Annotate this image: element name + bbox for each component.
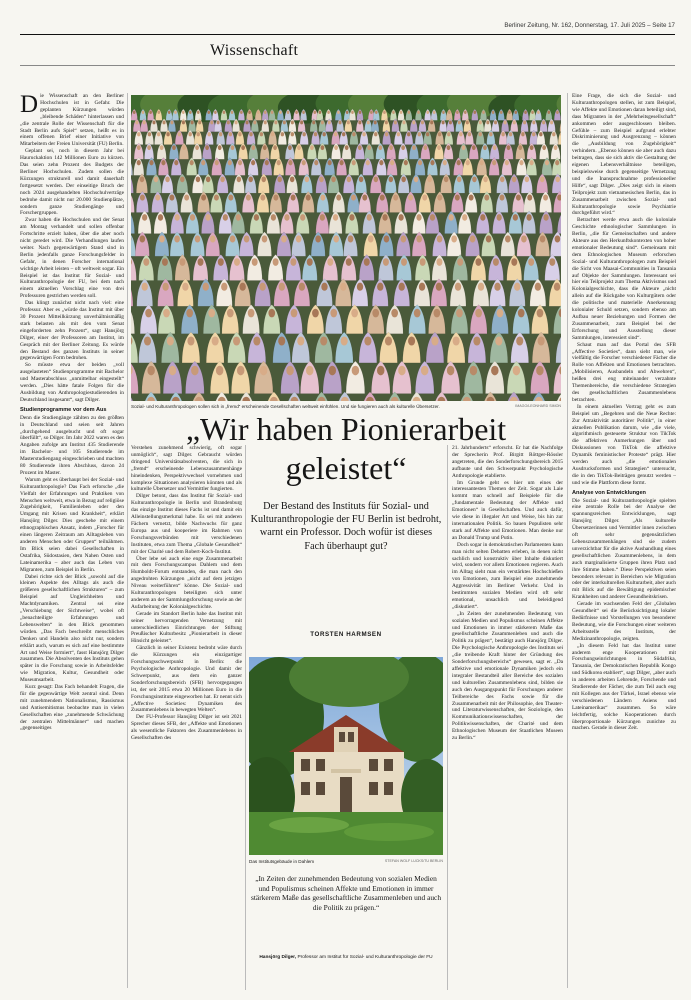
paragraph: So müsste etwa der beiden „voll ausgelasteten“ Studienprogramme mit Bachelor und Masterabschluss „unmittelbar eingestellt“ werden. „Dies hätte fatale Folgen für die Ausbildung von Anthropologiestudierenden in Deutschland insgesamt“, sagt Dilger. [20, 362, 124, 403]
paragraph: Der FU-Professor Hansjörg Dilger ist seit 2021 Sprecher dieses SFB, der „Affekte und Emotionen als wesentliche Faktoren des Zusammenlebens in Gesellschaften des [131, 714, 242, 742]
crowd-illustration [131, 95, 561, 401]
masthead: Berliner Zeitung, Nr. 162, Donnerstag, 17. Juli 2025 – Seite 17 [504, 22, 675, 29]
photo-credit: IMAGO/LEONHARD SIMON [515, 404, 561, 408]
paragraph: „In diesem Feld hat das Institut unter anderem enge Kooperationen mit Forschungseinrichtungen in Südafrika, Tansania, der Demokratischen Republik Kongo und Südkorea etabliert“, sagt Dilger, „aber auch in anderen arbeiten Lehrende, Forschende und Studierende der Fächer, die zum Teil auch eng mit Kollegen aus der Türkei, Israel ebenso wie verschiedenen Ländern Asiens und Lateinamerikas“ zusammen. So wäre leichtfertig, solche Kooperationen durch überproportionale Kürzungen zunichte zu machen. Gerade in dieser Zeit. [572, 642, 676, 732]
column-separator [447, 445, 448, 990]
paragraph: Geplant sei, noch in diesem Jahr bei Hauruckaktion 142 Millionen Euro zu kürzen. Das seien zehn Prozent des Budgets der Berliner Hochschulen. Zudem sollen die Kürzungen strukturell und damit dauerhaft fortgesetzt werden. Der einseitige Bruch der noch 2024 ausgehandelten Hochschulverträge bedrohe damit nicht nur 20.000 Studienplätze, sondern ganze Studiengänge und Forschergruppen. [20, 148, 124, 217]
paragraph: Dilger betont, dass das Institut für Sozial- und Kulturanthropologie in Berlin und Brandenburg das einzige Institut dieses Fachs ist und damit ein Alleinstellungsmerkmal habe. Es sei mit anderen Fächern vernetzt, bilde Nachwuchs für ganz Europa aus und kooperiere im Rahmen von Forschungsverbünden mit verschiedenen Instituten, etwa zum Thema „Globale Gesundheit“ mit der Charité und dem Robert-Koch-Institut. [131, 493, 242, 555]
paragraph: „In Zeiten der zunehmenden Bedeutung von sozialen Medien und Populismus scheinen Affekte und Emotionen in immer stärkerem Maße das gesellschaftliche Zusammenleben und auch die Politik zu prägen“, bestätigt auch Hansjörg Dilger. Die Psychologische Anthropologie des Instituts sei „die treibende Kraft hinter der Gründung des Sonderforschungsbereichs“ gewesen, sagt er. „Da affektive und emotionale Dynamiken jedoch ein integraler Bestandteil aller Bereiche des sozialen und kulturellen Zusammenlebens sind, bilden sie auch den Ausgangspunkt für Forschungen anderer Teilbereiche des Fachs sowie für die Zusammenarbeit mit der Philosophie, den Theater- und Literaturwissenschaften, der Soziologie, den Kommunikationswissenschaften, der Politikwissenschaften, der Charité und dem Ethnologischen Museum der Staatlichen Museen zu Berlin.“ [452, 610, 563, 742]
building-illustration [249, 657, 443, 855]
caption-text: Das Institutsgebäude in Dahlem [249, 859, 315, 864]
subheading: Studienprogramme vor dem Aus [20, 406, 107, 413]
paragraph: Doch sogar in demokratischen Parlamenten kann man nicht selten Debatten erleben, in denen nicht sachlich und konstruktiv über Inhalte diskutiert wird, sondern vor allem Emotionen regieren. Auch im Alltag sieht man ein verstärktes Hochschießen von Emotionen, zum Beispiel eine zunehmende Aggressivität im Berliner Verkehr. Und in bestimmten sozialen Medien wird oft sehr emotional, unsachlich und beleidigend „diskutiert“. [452, 541, 563, 610]
paragraph: 21. Jahrhunderts“ erforscht. Er hat die Nachfolge der Sprecherin Prof. Birgitt Röttger-Rössler angetreten, die den Sonderforschungsbereich 2015 aufbaute und den Schwerpunkt Psychologische Anthropologie etablierte. [452, 445, 563, 479]
article-column-2 [131, 445, 242, 990]
caption-text: Sozial- und Kulturanthropologen sollen sich in „fremd“ erscheinende Gesellschaften weltweit einfühlen. Und sie fungieren auch als kulturelle Übersetzer. [131, 404, 440, 409]
paragraph: Betrachtet werde etwa auch die koloniale Geschichte ethnologischer Sammlungen in Berlin, „die für Gemeinschaften und andere Akteure aus den Herkunftskontexten von hoher emotionaler Bedeutung sind“. Gemeinsam mit dem Ethnologischen Museum erforschen Sozial- und Kulturanthropologen zum Beispiel die Sicht von Maasai-Communities in Tansania auf Objekte der Sammlungen. Interessant sei hier ein Teilprojekt zum Thema Aktivismus und Kolonialgeschichte, dass die Akteure „nicht allein auf die Rückgabe von Kulturgütern oder die politische und materielle Anerkennung kolonialer Schuld setzen, sondern ebenso am Aufbau neuer Beziehungen und Formen der Zusammenarbeit, zum Beispiel bei der Erforschung und Ausstellung dieser Sammlungen, interessiert sind“. [572, 217, 676, 341]
paragraph: Eine Frage, die sich die Sozial- und Kulturanthropologen stellen, ist zum Beispiel, wie Affekte und Emotionen daran beteiligt sind, dass Migranten in der „Mehrheitsgesellschaft“ ankommen oder ausgeschlossen bleiben. Gefühle – zum Beispiel aufgrund erlebter Diskriminierung und Ausgrenzung – können die „Ausbildung von Zugehörigkeit“ verhindern. „Ebenso können sie aber auch dazu beitragen, dass sie sich aktiv die Gestaltung der eigenen Lebensverhältnisse beteiligen, beispielsweise durch gegenseitige Vernetzung und die Inanspruchnahme professioneller Hilfe“, sagt Dilger. „Dies zeigt sich in einem Teilprojekt zum vietnamesischen Berlin, das in Zusammenarbeit zwischen Sozial- und Kulturanthropologie sowie Psychiatrie durchgeführt wird.“ [572, 93, 676, 217]
lead-paragraph [20, 93, 124, 148]
paragraph: Denn die Studiengänge zählten zu den größten in Deutschland und seien seit Jahren „durchgehend ausgebucht und oft sogar überfüllt“, so Dilger. Im Jahr 2022 waren es den Angaben zufolge am Institut 435 Studierende im Bachelor- und 105 Studierende im Masterstudiengang eingeschrieben und machten 80 Studierende ihren Abschluss, davon 24 Prozent im Master. [20, 414, 124, 476]
article-column-4 [452, 445, 563, 990]
column-separator [245, 445, 246, 990]
column-separator [567, 93, 568, 988]
byline: TORSTEN HARMSEN [310, 631, 382, 638]
paragraph: Gänzlich in seiner Existenz bedroht wäre durch die Kürzungen ein einzigartiger Forschungsschwerpunkt in Berlin: die Psychologische Anthropologie. Und damit der Schwerpunkt, aus dem ein ganzer Sonderforschungsbereich (SFB) hervorgegangen ist, der seit 2015 etwa 20 Millionen Euro in die Forschungsinstitute eingeworben hat. Er nennt sich „Affective Societies: Dynamiken des Zusammenlebens in bewegten Welten“. [131, 645, 242, 714]
paragraph: Gerade im wachsenden Feld der „Globalen Gesundheit“ sei die Berücksichtigung lokaler Bedürfnisse und Vorstellungen von besonderer Bedeutung, wie die Forschungen einer weiteren Arbeitsstelle des Instituts, der Medizinanthropologie, zeigten. [572, 601, 676, 642]
quote-role: Professor am Institut für Sozial- und Kulturanthropologie der FU [297, 955, 433, 960]
paragraph: Schaut man auf das Portal des SFB „Affective Societies“, dann sieht man, wie vielfältig die Forscher verschiedener Fächer die Rolle von Affekten und Emotionen betrachten. „Mobilisieren, Ausbandeln und Abwehren“, heißen drei eng miteinander verzahnte Themenbereiche, die verschiedene Strategien des gesellschaftlichen Zusammenlebens betrachten. [572, 341, 676, 403]
paragraph: Das klingt zunächst nicht nach viel: eine Professur. Aber es „würde das Institut mit über 30 Prozent Mitteilkürzung unverhältnismäßig stark belasten als mit den vom Senat eingeforderten zehn Prozent“, sagt Hansjörg Dilger, einer der Professoren am Institut, im Gespräch mit der Berliner Zeitung. Es würde den Bestand des ganzen Instituts in seiner gegenwärtigen Form bedrohen. [20, 300, 124, 362]
paragraph: Im Grunde geht es hier um eines der interessantesten Themen der Zeit. Sogar als Laie kommt man schnell auf Beispiele für die „fundamentale Bedeutung der Affekte und Emotionen“ in Gesellschaften. Und auch dafür, wie diese in illegaler Art und Weise, bis hin zur internationalen Politik. So bauen Populisten sehr stark auf Affekte und Emotionen. Man denke nur an Donald Trump und Putin. [452, 479, 563, 541]
pull-quote: „In Zeiten der zunehmenden Bedeutung von sozialen Medien und Populismus scheinen Affekte und Emotionen in immer stärkerem Maße das gesellschaftliche Zusammenleben und auch die Politik zu prägen.“ [250, 874, 442, 912]
pull-quote-source [249, 955, 443, 960]
main-photo-caption [131, 404, 561, 409]
institute-building-photo [249, 657, 443, 855]
deck: Der Bestand des Instituts für Sozial- und Kulturanthropologie der FU Berlin ist bedroht, warnt ein Professor. Doch wofür ist dieses Fach überhaupt gut? [250, 501, 442, 552]
paragraph: Die Sozial- und Kulturanthropologie spielten eine zentrale Rolle bei der Analyse der spannungsreichen Entwicklungen, sagt Hansjörg Dilger. „Als kulturelle Übersetzerinnen und Vermittler innen zwischen oft sehr gegensätzlichen Lebenszusammenhängen sind sie zudem unverzichtbar für die aktive Aushandlung eines gesellschaftlichen Zusammenlebens, in dem auch marginalisierte Gruppen ihren Platz und ihre Stimme haben.“ Diese Perspektiven seien besonders relevant in Bereichen wie Migration oder der interkulturellen Kulturarbeit, aber auch mit Blick auf die Bewältigung epidemischer Krankheiten und anderer Gesundheitskrisen. [572, 497, 676, 601]
paragraph: In einem aktuellen Vortrag geht es zum Beispiel um „Begehren und die Neue Rechte: Zur Attraktivität autoritärer Politik“, in einer aktuellen Publikation darum, wie „die viele, algorithmisch gesteuerte Struktur von TikTok die affektiven Anmerkungen über und Diskussionen von TikTok die affektive Dynamik feministischer Proteste“ prägt. Hier werden auch „die emotionalen Ausdrucksformen und Strategien“ untersucht, die in den TikTok-Beiträgen genutzt werden – und wie die Plattform diese formt. [572, 403, 676, 486]
paragraph: Verstehen zunehmend schwierig, oft sogar unmöglich“, sagt Dilger. Gebraucht würden dringend Universitätsabsolventen, die sich in „fremd“ erscheinende Lebenszusammenhänge hineindenken, Perspektivwechsel vornehmen und komplexe Situationen analysieren könnten und als kulturelle Übersetzer und Vermittler fungierten. [131, 445, 242, 493]
section-rule [20, 65, 675, 66]
column-separator [127, 93, 128, 988]
paragraph: Warum geht es überhaupt bei der Sozial- und Kulturanthropologie? Das Fach erforsche „die Vielfalt der Erfahrungen und Praktiken von Menschen weltweit, etwa in Bezug auf religiöse Zugehörigkeit, Familienleben oder den Umgang mit Krisen und Krankheit“, erklärt Hansjörg Dilger. Dies geschehe mit einem ethnographischen Ansatz, indem „Forscher für einen längeren Zeitraum am Alltagsleben von anderen Menschen oder Gruppen“ teilnähmen. Im Blick seien dabei Gesellschaften in Ostafrika, Südostasien, dem Nahen Osten und Lateinamerika – aber auch das Leben von Migranten, zum Beispiel in Berlin. [20, 476, 124, 573]
main-photo-crowd [131, 95, 561, 401]
section-title: Wissenschaft [210, 42, 299, 59]
top-rule [20, 34, 675, 35]
quote-author: Hansjörg Dilger, [259, 955, 297, 960]
subheading: Analyse von Entwicklungen [572, 489, 646, 496]
photo-credit: STEFAN WOLF LUCKS/TU BERLIN [384, 859, 443, 863]
article-column-1 [20, 93, 124, 988]
paragraph: Über lebe sei auch eine enge Zusammenarbeit mit dem Forschungscampus Dahlem und dem Humboldt-Forum entstanden, die man nach den angedrohten Kürzungen „nicht auf dem jetzigen Niveau weiterführen“ könne. Die Sozial- und Kulturanthropologen beteiligten sich unter anderem an der Sammlungsforschung sowie an der Aufarbeitung der Kolonialgeschichte. [131, 555, 242, 610]
article-column-5 [572, 93, 676, 988]
dropcap: D [20, 93, 39, 118]
paragraph: Dabei richte sich der Blick „sowohl auf die kleinen Aspekte des Alltags als auch die größeren gesellschaftlichen Strukturen“ – zum Beispiel auf Ungleichheiten und Machtdynamiken. Zentral sei eine „Verschiebung der Sichtweise“, wobei oft „benachteiligte Erfahrungen und Lebenswelten“ in den Blick genommen würden. „Das Fach beschreibt menschliches Denken und Handeln also nicht nur, sondern erklärt auch, warum es sich auf eine bestimmte Art und Weise formiert“, fasst Hansjörg Dilger zusammen. Die Absolventen des Instituts gehen später in die Forschung sowie in Arbeitsfelder wie Migration, Kultur, Gesundheit oder Museumsarbeit. [20, 573, 124, 684]
paragraph: Kurz gesagt: Das Fach behandelt Fragen, die für die gegenwärtige Welt zentral sind. Denn mit zunehmendem Nationalismus, Rassismus und Antisemitismus beobachte man in vielen Gesellschaften eine „zunehmende Schwächung der zentralen Mittelmänner“ und machen „gegenseitiges [20, 684, 124, 732]
paragraph: Zwar haben die Hochschulen und der Senat am Montag verhandelt und sollen offenbar Fortschritte erzielt haben, über die aber noch nicht geredet wird. Die Verhandlungen laufen weiter. Nach gegenwärtigem Stand sind in Berlin jedenfalls ganze Forschungsfelder in Gefahr, in denen Forscher international wichtige Arbeit leisten – oft weltweit sogar. Ein Beispiel ist das Institut für Sozial- und Kulturanthropologie der FU, bei dem nach einem aktuellen Vorschlag eine von drei Professuren gestrichen werden soll. [20, 217, 124, 300]
paragraph: Gerade im Standort Berlin habe das Institut mit seiner hervorragenden Vernetzung mit unterschiedlichen Einrichtungen der Stiftung Preußischer Kulturbesitz „Pionierarbeit in dieser Hinsicht geleistet“. [131, 610, 242, 645]
building-photo-caption [249, 859, 443, 864]
paragraph-text: ie Wissenschaft an den Berliner Hochschulen ist in Gefahr. Die geplanten Kürzungen würden „bleibende Schäden“ hinterlassen und „die zentrale Rolle der Wissenschaft für die Stadt Berlin aufs Spiel“ setzen, heißt es in einem offenen Brief einer Initiative von Mitarbeitern der Freien Universität (FU) Berlin. [20, 93, 124, 148]
headline: „Wir haben Pionierarbeit geleistet“ [185, 411, 507, 486]
